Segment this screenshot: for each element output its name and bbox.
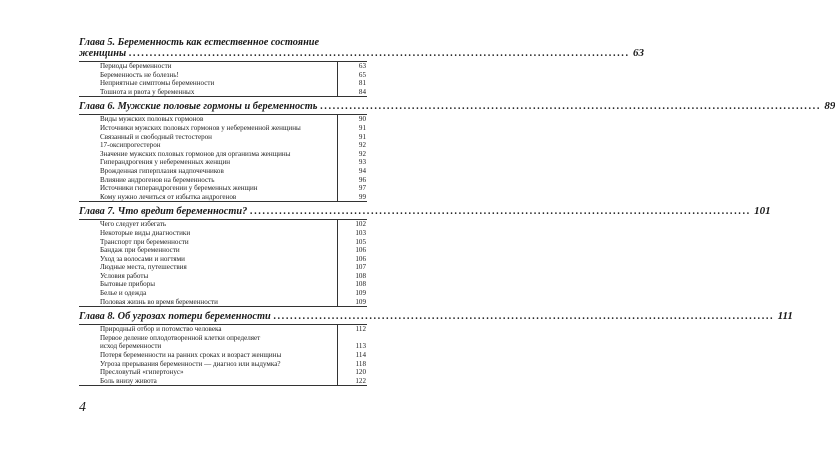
toc-entry-title: Чего следует избегать (100, 220, 167, 229)
toc-entry-page: 63 (337, 62, 367, 71)
toc-entry-page: 96 (337, 176, 367, 185)
toc-entry-title: Влияние андрогенов на беременность (100, 175, 215, 184)
toc-entry-title: исход беременности (100, 342, 162, 351)
dot-leader: ........................................................................................................................ (129, 48, 631, 59)
toc-entries (79, 220, 367, 307)
toc-entry-page: 107 (337, 263, 367, 272)
toc-entry[interactable] (79, 325, 367, 334)
toc-entry[interactable] (79, 167, 367, 176)
toc-entry-title: Потеря беременности на ранних сроках и возраст женщины (100, 351, 282, 360)
dot-leader: ........................................................................................................................ (250, 206, 752, 218)
toc-entry-title: Периоды беременности (100, 62, 172, 70)
chapter-title: женщины (79, 48, 127, 59)
toc-entry[interactable] (79, 141, 367, 150)
toc-entry-page: 109 (337, 289, 367, 298)
toc-entry[interactable] (79, 298, 367, 307)
toc-entry[interactable] (79, 71, 367, 80)
toc-entry[interactable] (79, 255, 367, 264)
toc-entry-title: Связанный и свободный тестостерон (100, 132, 212, 141)
toc-entry-title: Пресловутый «гипертонус» (100, 368, 184, 377)
toc-entry-title: Уход за волосами и ногтями (100, 254, 185, 263)
chapter-title: Глава 8. Об угрозах потери беременности (79, 311, 271, 323)
toc-entry[interactable] (79, 124, 367, 133)
toc-entry-page: 113 (337, 342, 367, 351)
toc-entry-page: 81 (337, 79, 367, 88)
toc-entry[interactable] (79, 176, 367, 185)
toc-entry-title: Некоторые виды диагностики (100, 228, 191, 237)
toc-entry-title: Белье и одежда (100, 289, 147, 298)
toc-entry[interactable] (79, 115, 367, 124)
toc-entry-title: Врожденная гиперплазия надпочечников (100, 166, 224, 175)
toc-entry-title: Источники гиперандрогении у беременных женщин (100, 184, 258, 193)
toc-entry-title: Значение мужских половых гормонов для организма женщины (100, 149, 291, 158)
toc-entry[interactable] (79, 289, 367, 298)
dot-leader: ........................................................................................................................ (273, 311, 775, 323)
toc-entry-page: 84 (337, 88, 367, 97)
toc-entry[interactable] (79, 342, 367, 351)
chapter-title: Глава 5. Беременность как естественное состояние (79, 37, 320, 48)
chapter-page-number: 63 (633, 47, 645, 59)
toc-entry[interactable] (79, 246, 367, 255)
toc-entry-page: 93 (337, 158, 367, 167)
chapter-title: Глава 6. Мужские половые гормоны и беременность (79, 101, 318, 113)
chapter-title: Глава 7. Что вредит беременности? (79, 206, 248, 218)
toc-entry-title: Условия работы (100, 271, 149, 280)
toc-entry-title: Тошнота и рвота у беременных (100, 87, 195, 96)
toc-entry[interactable] (79, 272, 367, 281)
toc-entry[interactable] (79, 238, 367, 247)
chapter-heading[interactable] (79, 310, 793, 323)
toc-entry-page: 108 (337, 272, 367, 281)
toc-entry-page: 91 (337, 133, 367, 142)
chapter-page-number: 101 (754, 205, 771, 218)
toc-entry-page: 106 (337, 255, 367, 264)
toc-entry-page: 105 (337, 238, 367, 247)
toc-entry[interactable] (79, 351, 367, 360)
table-of-contents (79, 37, 835, 386)
chapter-page-number: 89 (824, 100, 835, 113)
chapter-heading[interactable] (79, 100, 835, 113)
toc-entry-title: Бытовые приборы (100, 280, 156, 289)
toc-entry[interactable] (79, 88, 367, 97)
toc-entry[interactable] (79, 184, 367, 193)
toc-entry-page: 99 (337, 193, 367, 202)
toc-entry-title: Транспорт при беременности (100, 237, 189, 246)
toc-entry-page (337, 334, 367, 343)
toc-entry[interactable] (79, 368, 367, 377)
toc-entry[interactable] (79, 150, 367, 159)
toc-entry-page: 112 (337, 325, 367, 334)
toc-entry[interactable] (79, 334, 367, 343)
toc-entry[interactable] (79, 220, 367, 229)
toc-entries (79, 115, 367, 202)
toc-entry-title: Бандаж при беременности (100, 246, 180, 255)
toc-entry-page: 118 (337, 360, 367, 369)
toc-entry-title: Первое деление оплодотворенной клетки определяет (100, 333, 261, 342)
toc-entry[interactable] (79, 377, 367, 386)
toc-entry-page: 92 (337, 150, 367, 159)
toc-entry[interactable] (79, 263, 367, 272)
toc-entry-page: 114 (337, 351, 367, 360)
toc-entry-page: 109 (337, 298, 367, 307)
toc-entry-page: 122 (337, 377, 367, 386)
dot-leader: ........................................................................................................................ (320, 101, 822, 113)
toc-entry[interactable] (79, 193, 367, 202)
toc-entry-page: 90 (337, 115, 367, 124)
toc-entry-title: Угроза прерывания беременности — диагноз или выдумка? (100, 359, 281, 368)
toc-entry-page: 108 (337, 280, 367, 289)
toc-entry[interactable] (79, 158, 367, 167)
toc-entry[interactable] (79, 360, 367, 369)
toc-entry-page: 91 (337, 124, 367, 133)
toc-entry[interactable] (79, 133, 367, 142)
toc-entry-title: 17-оксипрогестерон (100, 141, 161, 150)
toc-entry-page: 106 (337, 246, 367, 255)
toc-entry-title: Боль внизу живота (100, 376, 157, 385)
toc-entry-title: Виды мужских половых гормонов (100, 115, 204, 124)
chapter-heading[interactable] (79, 37, 645, 59)
toc-entry-page: 92 (337, 141, 367, 150)
toc-entry-page: 120 (337, 368, 367, 377)
toc-entry-page: 103 (337, 229, 367, 238)
toc-entry-title: Гиперандрогения у небеременных женщин (100, 158, 231, 167)
toc-entry-title: Беременность не болезнь! (100, 70, 179, 79)
toc-entry[interactable] (79, 229, 367, 238)
toc-entries (79, 325, 367, 386)
toc-entry[interactable] (79, 79, 367, 88)
toc-entry[interactable] (79, 62, 367, 71)
toc-entry-title: Половая жизнь во время беременности (100, 297, 218, 306)
toc-entry-title: Людные места, путешествия (100, 263, 187, 272)
toc-entry-title: Источники мужских половых гормонов у небеременной женщины (100, 123, 301, 132)
page-number: 4 (79, 400, 86, 415)
toc-entry[interactable] (79, 280, 367, 289)
toc-entries (79, 62, 367, 97)
toc-entry-page: 94 (337, 167, 367, 176)
toc-entry-page: 102 (337, 220, 367, 229)
chapter-heading[interactable] (79, 205, 771, 218)
toc-entry-title: Неприятные симптомы беременности (100, 79, 215, 88)
toc-entry-title: Природный отбор и потомство человека (100, 325, 222, 334)
toc-entry-title: Кому нужно лечиться от избытка андрогенов (100, 192, 237, 201)
toc-entry-page: 97 (337, 184, 367, 193)
chapter-page-number: 111 (777, 310, 793, 323)
toc-entry-page: 65 (337, 71, 367, 80)
